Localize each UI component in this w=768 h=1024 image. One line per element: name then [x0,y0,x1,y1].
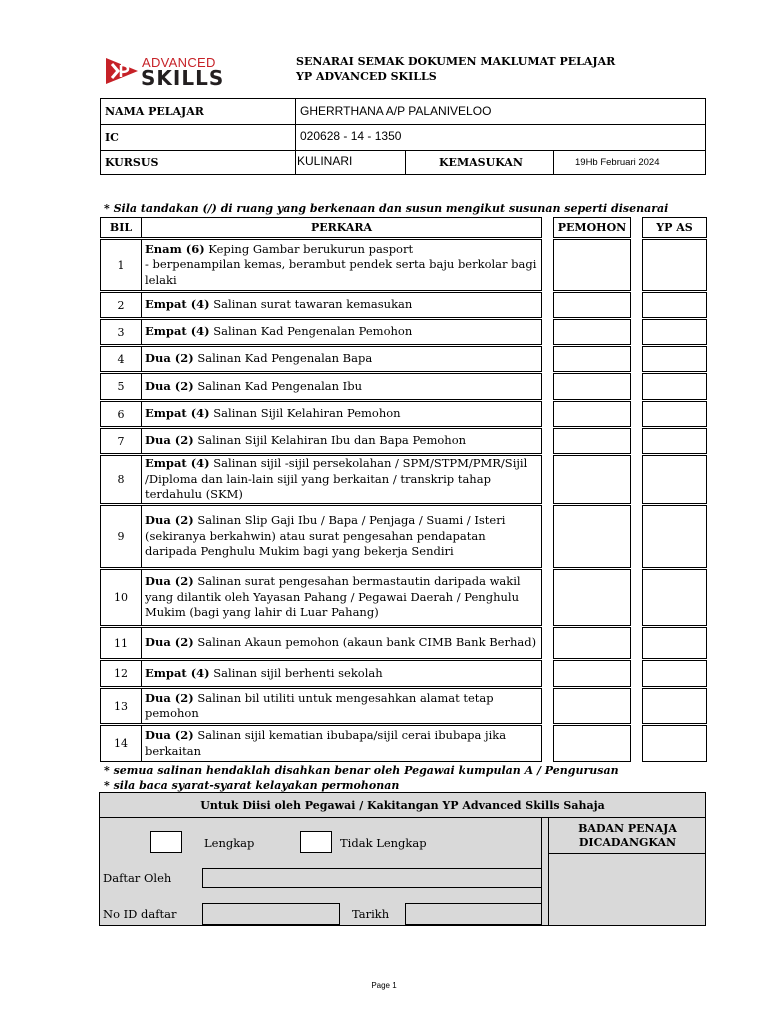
pemohon-checkbox[interactable] [553,292,631,318]
row-number: 11 [100,627,142,659]
row-description [141,401,542,427]
row-description [141,569,542,626]
row-quantity: Empat (4) [145,406,210,421]
row-item-text: Keping Gambar berukurun pasport [204,241,414,256]
col-perkara-header: PERKARA [141,217,542,238]
row-item-text: Salinan surat tawaran kemasukan [209,297,413,312]
course-label: KURSUS [105,156,159,169]
row-description [141,239,542,291]
row-item-text: Salinan Kad Pengenalan Ibu [193,378,362,393]
row-number: 10 [100,569,142,626]
ypas-checkbox[interactable] [642,455,707,504]
pemohon-checkbox[interactable] [553,455,631,504]
tidak-lengkap-label: Tidak Lengkap [340,836,427,850]
ypas-checkbox[interactable] [642,239,707,291]
pemohon-checkbox[interactable] [553,660,631,687]
instruction-text: * Sila tandakan (/) di ruang yang berkenaan dan susun mengikut susunan seperti disenarai [104,202,669,215]
row-quantity: Dua (2) [145,635,194,650]
row-description-text [145,433,538,449]
row-number: 12 [100,660,142,687]
row-description-text [145,324,538,340]
row-quantity: Empat (4) [145,297,210,312]
row-item-text: Salinan Slip Gaji Ibu / Bapa / Penjaga / Suami / Isteri (sekiranya berkahwin) atau surat pengesahan pendapatan daripada Penghulu Mukim bagi yang bekerja Sendiri [145,513,506,559]
daftar-oleh-label: Daftar Oleh [103,871,172,885]
row-quantity: Dua (2) [145,690,194,705]
row-description [141,505,542,568]
row-description-text [145,351,538,367]
lengkap-label: Lengkap [204,836,255,850]
pemohon-checkbox[interactable] [553,569,631,626]
ypas-checkbox[interactable] [642,373,707,400]
row-item-text: Salinan sijil kematian ibubapa/sijil cerai ibubapa jika berkaitan [145,728,507,758]
pemohon-checkbox[interactable] [553,627,631,659]
ic-label: IC [105,131,119,144]
row-description [141,455,542,504]
name-value: GHERRTHANA A/P PALANIVELOO [300,104,492,118]
row-quantity: Dua (2) [145,433,194,448]
pemohon-checkbox[interactable] [553,428,631,454]
row-description [141,319,542,345]
row-description [141,428,542,454]
note-eligibility: * sila baca syarat-syarat kelayakan permohonan [104,779,400,792]
col-bil-header: BIL [100,217,142,238]
row-description [141,725,542,762]
logo-top-text: ADVANCED [142,55,216,70]
ypas-checkbox[interactable] [642,569,707,626]
row-number: 14 [100,725,142,762]
document-title: SENARAI SEMAK DOKUMEN MAKLUMAT PELAJAR [296,55,616,68]
sponsor-title-line1: BADAN PENAJA [578,822,677,835]
row-item-text: Salinan bil utiliti untuk mengesahkan alamat tetap pemohon [145,690,494,720]
ypas-checkbox[interactable] [642,505,707,568]
pemohon-checkbox[interactable] [553,239,631,291]
pemohon-checkbox[interactable] [553,505,631,568]
row-number: 13 [100,688,142,724]
sponsor-box [548,818,706,926]
logo-mark-icon [104,54,140,88]
row-description [141,627,542,659]
row-quantity: Dua (2) [145,378,194,393]
row-number: 4 [100,346,142,372]
daftar-oleh-field[interactable] [202,868,542,888]
pemohon-checkbox[interactable] [553,346,631,372]
row-description-text [145,513,538,560]
row-description-text [145,406,538,422]
row-item-text: Salinan Sijil Kelahiran Pemohon [209,406,401,421]
row-quantity: Enam (6) [145,241,205,256]
row-description-text [145,379,538,395]
no-id-label: No ID daftar [103,907,177,921]
row-item-text: Salinan surat pengesahan bermastautin daripada wakil yang dilantik oleh Yayasan Pahang / Pegawai Daerah / Penghulu Mukim (bagi yang lahir di Luar Pahang) [145,574,521,620]
lengkap-checkbox[interactable] [150,831,182,853]
no-id-field[interactable] [202,903,340,925]
row-description-text [145,242,538,289]
sponsor-title-line2: DICADANGKAN [578,836,677,849]
pemohon-checkbox[interactable] [553,373,631,400]
ypas-checkbox[interactable] [642,660,707,687]
tarikh-field[interactable] [405,903,542,925]
row-number: 9 [100,505,142,568]
row-number: 1 [100,239,142,291]
page-number: Page 1 [371,981,397,990]
row-description-text [145,691,538,722]
row-item-detail: - berpenampilan kemas, berambut pendek serta baju berkolar bagi lelaki [145,257,537,287]
sponsor-title [549,822,706,850]
row-item-text: Salinan sijil -sijil persekolahan / SPM/STPM/PMR/Sijil /Diploma dan lain-lain sijil yang berkaitan / transkrip tahap terdahulu (SKM) [145,456,528,502]
ic-value: 020628 - 14 - 1350 [300,129,402,143]
row-number: 7 [100,428,142,454]
row-description [141,688,542,724]
row-description-text [145,456,538,503]
document-subtitle: YP ADVANCED SKILLS [296,70,437,83]
ypas-checkbox[interactable] [642,401,707,427]
row-description-text [145,574,538,621]
company-logo [104,52,228,92]
row-description [141,292,542,318]
ypas-checkbox[interactable] [642,627,707,659]
tarikh-label: Tarikh [352,907,390,921]
officer-section [99,792,706,926]
tidak-lengkap-checkbox[interactable] [300,831,332,853]
row-quantity: Empat (4) [145,665,210,680]
col-pemohon-header: PEMOHON [553,217,631,238]
row-item-text: Salinan Sijil Kelahiran Ibu dan Bapa Pemohon [193,433,467,448]
row-description [141,373,542,400]
row-quantity: Dua (2) [145,351,194,366]
intake-label: KEMASUKAN [439,156,523,169]
pemohon-checkbox[interactable] [553,688,631,724]
row-number: 6 [100,401,142,427]
ypas-checkbox[interactable] [642,688,707,724]
row-item-text: Salinan Kad Pengenalan Bapa [193,351,373,366]
row-number: 2 [100,292,142,318]
row-item-text: Salinan sijil berhenti sekolah [209,665,383,680]
row-quantity: Dua (2) [145,513,194,528]
course-value: KULINARI [297,154,353,168]
row-description [141,660,542,687]
note-certified: * semua salinan hendaklah disahkan benar oleh Pegawai kumpulan A / Pengurusan [104,764,619,777]
ypas-checkbox[interactable] [642,292,707,318]
row-description [141,346,542,372]
row-item-text: Salinan Akaun pemohon (akaun bank CIMB Bank Berhad) [193,635,537,650]
intake-value: 19Hb Februari 2024 [575,157,660,168]
row-quantity: Dua (2) [145,574,194,589]
row-item-text: Salinan Kad Pengenalan Pemohon [209,324,413,339]
officer-heading: Untuk Diisi oleh Pegawai / Kakitangan YP Advanced Skills Sahaja [100,793,705,818]
row-quantity: Empat (4) [145,456,210,471]
name-label: NAMA PELAJAR [105,105,204,118]
ypas-checkbox[interactable] [642,725,707,762]
row-description-text [145,666,538,682]
ypas-checkbox[interactable] [642,428,707,454]
row-description-text [145,297,538,313]
logo-bottom-text: SKILLS [141,66,225,90]
row-description-text [145,728,538,759]
ypas-checkbox[interactable] [642,346,707,372]
student-info-table [100,98,706,175]
pemohon-checkbox[interactable] [553,725,631,762]
row-description-text [145,635,538,651]
col-ypas-header: YP AS [642,217,707,238]
ypas-checkbox[interactable] [642,319,707,345]
row-quantity: Empat (4) [145,324,210,339]
pemohon-checkbox[interactable] [553,319,631,345]
row-number: 8 [100,455,142,504]
pemohon-checkbox[interactable] [553,401,631,427]
row-number: 5 [100,373,142,400]
row-quantity: Dua (2) [145,728,194,742]
row-number: 3 [100,319,142,345]
